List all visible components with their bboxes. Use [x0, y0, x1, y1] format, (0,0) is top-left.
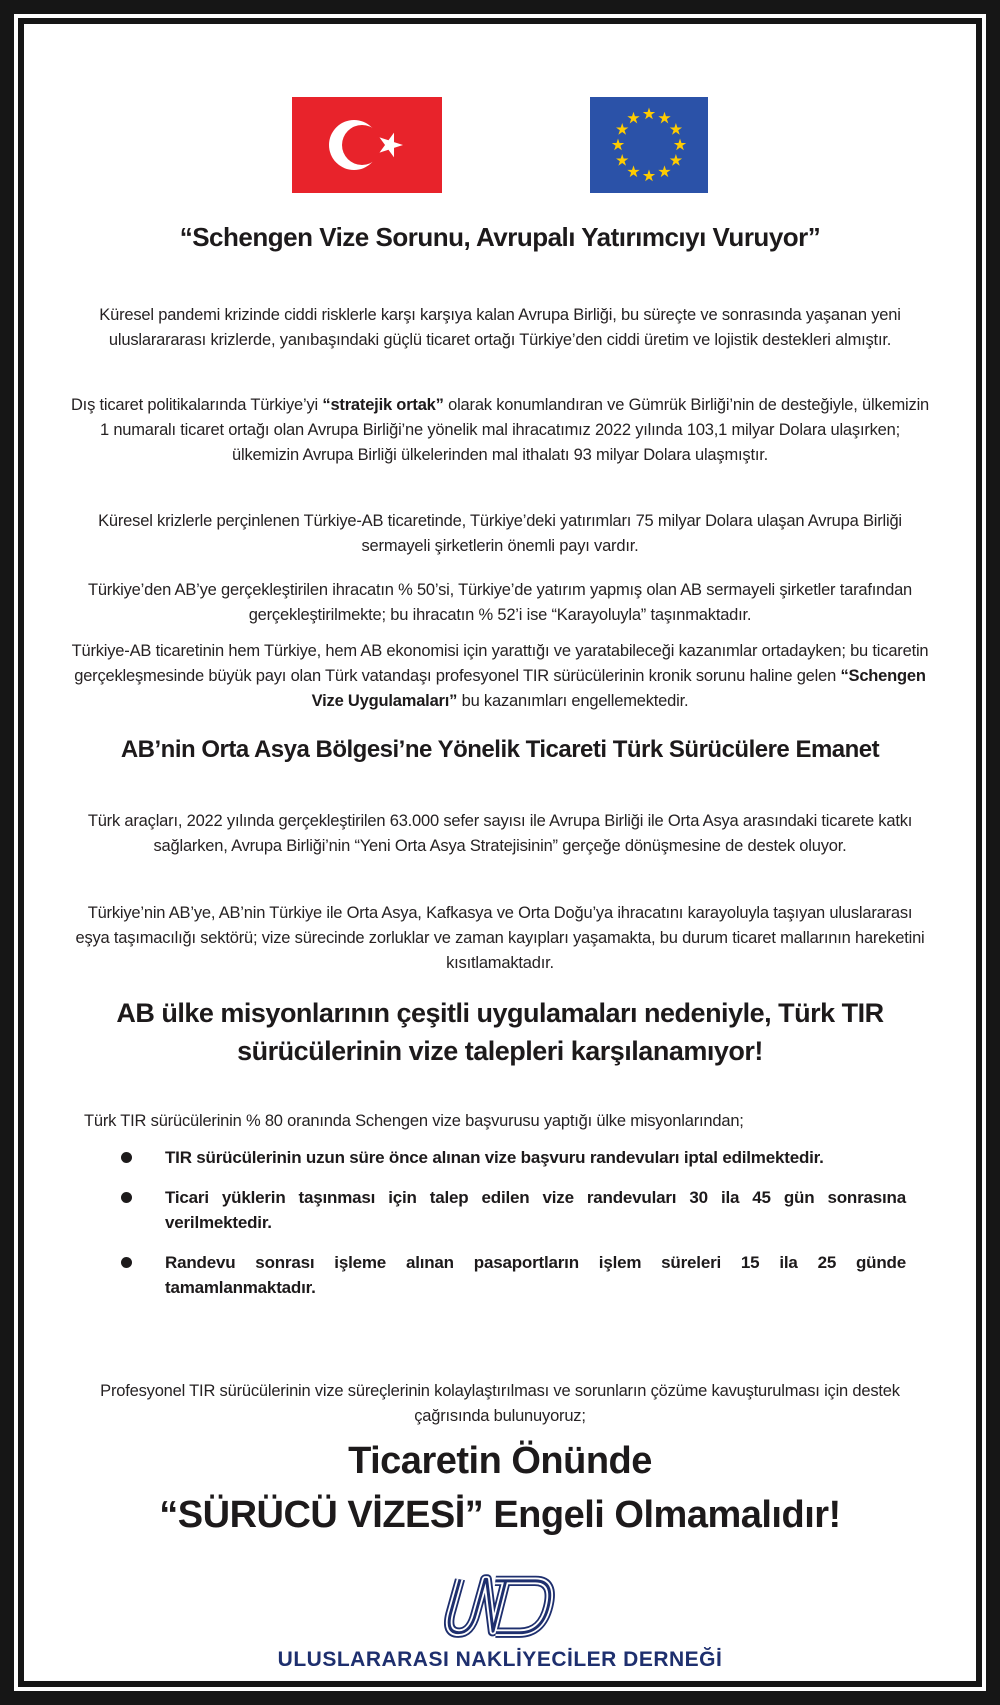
bullet-item-late-appointments: Ticari yüklerin taşınması için talep edilen vize randevuları 30 ila 45 gün sonrasına verilmektedir. [119, 1185, 906, 1235]
paragraph-pandemic: Küresel pandemi krizinde ciddi risklerle karşı karşıya kalan Avrupa Birliği, bu süreçte ve sonrasında yaşanan yeni uluslarararası krizlerde, yanıbaşındaki güçlü ticaret ortağı Türkiye’den ciddi üretim ve lojistik destekleri almıştır. [99, 305, 901, 349]
paragraph-export-share: Türkiye’den AB’ye gerçekleştirilen ihracatın % 50’si, Türkiye’de yatırım yapmış olan AB sermayeli şirketler tarafından gerçekleştirilmekte; bu ihracatın % 52’i ise “Karayoluyla” taşınmaktadır. [87, 580, 913, 624]
slogan-line2: “SÜRÜCÜ VİZESİ” Engeli Olmamalıdır! [159, 1494, 841, 1536]
paragraph-support-call: Profesyonel TIR sürücülerinin vize süreçlerinin kolaylaştırılması ve sorunların çözüme kavuşturulması için destek çağrısında bulunuyoruz; [100, 1381, 900, 1425]
inner-frame [18, 18, 982, 1687]
bold-schengen-practices: “Schengen Vize Uygulamaları” [311, 666, 926, 710]
org-name: ULUSLARARASI NAKLİYECİLER DERNEĞİ [277, 1648, 723, 1671]
flags-row [69, 97, 931, 193]
eu-flag [590, 97, 708, 193]
slogan-line1: Ticaretin Önünde [348, 1440, 652, 1482]
page-title: “Schengen Vize Sorunu, Avrupalı Yatırımcıyı Vuruyor” [179, 222, 821, 252]
bullet-item-processing-times: Randevu sonrası işleme alınan pasaportların işlem süreleri 15 ila 25 günde tamamlanmaktadır. [119, 1250, 906, 1300]
bold-strategic-partner: “stratejik ortak” [322, 395, 444, 414]
bullet-icon [121, 1192, 132, 1203]
bullet-icon [121, 1257, 132, 1268]
paragraph-transport-sector: Türkiye’nin AB’ye, AB’nin Türkiye ile Orta Asya, Kafkasya ve Orta Doğu’ya ihracatını karayoluyla taşıyan uluslararası eşya taşımacılığı sektörü; vize sürecinde zorluklar ve zaman kayıpları yaşamakta, bu durum ticaret mallarının hareketini kısıtlamaktadır. [75, 903, 925, 972]
paragraph-missions-intro: Türk TIR sürücülerinin % 80 oranında Schengen vize başvurusu yaptığı ülke misyonlarından; [84, 1111, 744, 1130]
paragraph-truck-trips: Türk araçları, 2022 yılında gerçekleştirilen 63.000 sefer sayısı ile Avrupa Birliği ile Orta Asya arasındaki ticarete katkı sağlarken, Avrupa Birliği’nin “Yeni Orta Asya Stratejisinin” gerçeğe dönüşmesine de destek oluyor. [87, 811, 913, 855]
bullet-item-cancelled-appointments: TIR sürücülerinin uzun süre önce alınan vize başvuru randevuları iptal edilmektedir. [119, 1145, 906, 1170]
bullet-list [119, 1145, 906, 1315]
bullet-icon [121, 1152, 132, 1163]
section-heading-central-asia: AB’nin Orta Asya Bölgesi’ne Yönelik Ticareti Türk Sürücülere Emanet [120, 736, 880, 763]
turkish-flag [292, 97, 442, 193]
paragraph-investments: Küresel krizlerle perçinlenen Türkiye-AB ticaretinde, Türkiye’deki yatırımları 75 milyar Dolara ulaşan Avrupa Birliği sermayeli şirketlerin önemli payı vardır. [98, 511, 902, 555]
und-logo [69, 1572, 931, 1651]
paragraph-schengen-problem: Türkiye-AB ticaretinin hem Türkiye, hem AB ekonomisi için yarattığı ve yaratabileceği kazanımlar ortadayken; bu ticaretin gerçekleşmesinde büyük payı olan Türk vatandaşı profesyonel TIR sürücülerinin kronik sorunu haline gelen “Schengen Vize Uygulamaları” bu kazanımları engellemektedir. [71, 641, 929, 710]
section-heading-visa-demands: AB ülke misyonlarının çeşitli uygulamaları nedeniyle, Türk TIR sürücülerinin vize talepleri karşılanamıyor! [116, 998, 884, 1066]
paragraph-trade-policy: Dış ticaret politikalarında Türkiye’yi “stratejik ortak” olarak konumlandıran ve Gümrük Birliği’nin de desteğiyle, ülkemizin 1 numaralı ticaret ortağı olan Avrupa Birliği’ne yönelik mal ihracatımız 2022 yılında 103,1 milyar Dolara ulaşırken; ülkemizin Avrupa Birliği ülkelerinden mal ithalatı 93 milyar Dolara ulaşmıştır. [70, 395, 930, 464]
